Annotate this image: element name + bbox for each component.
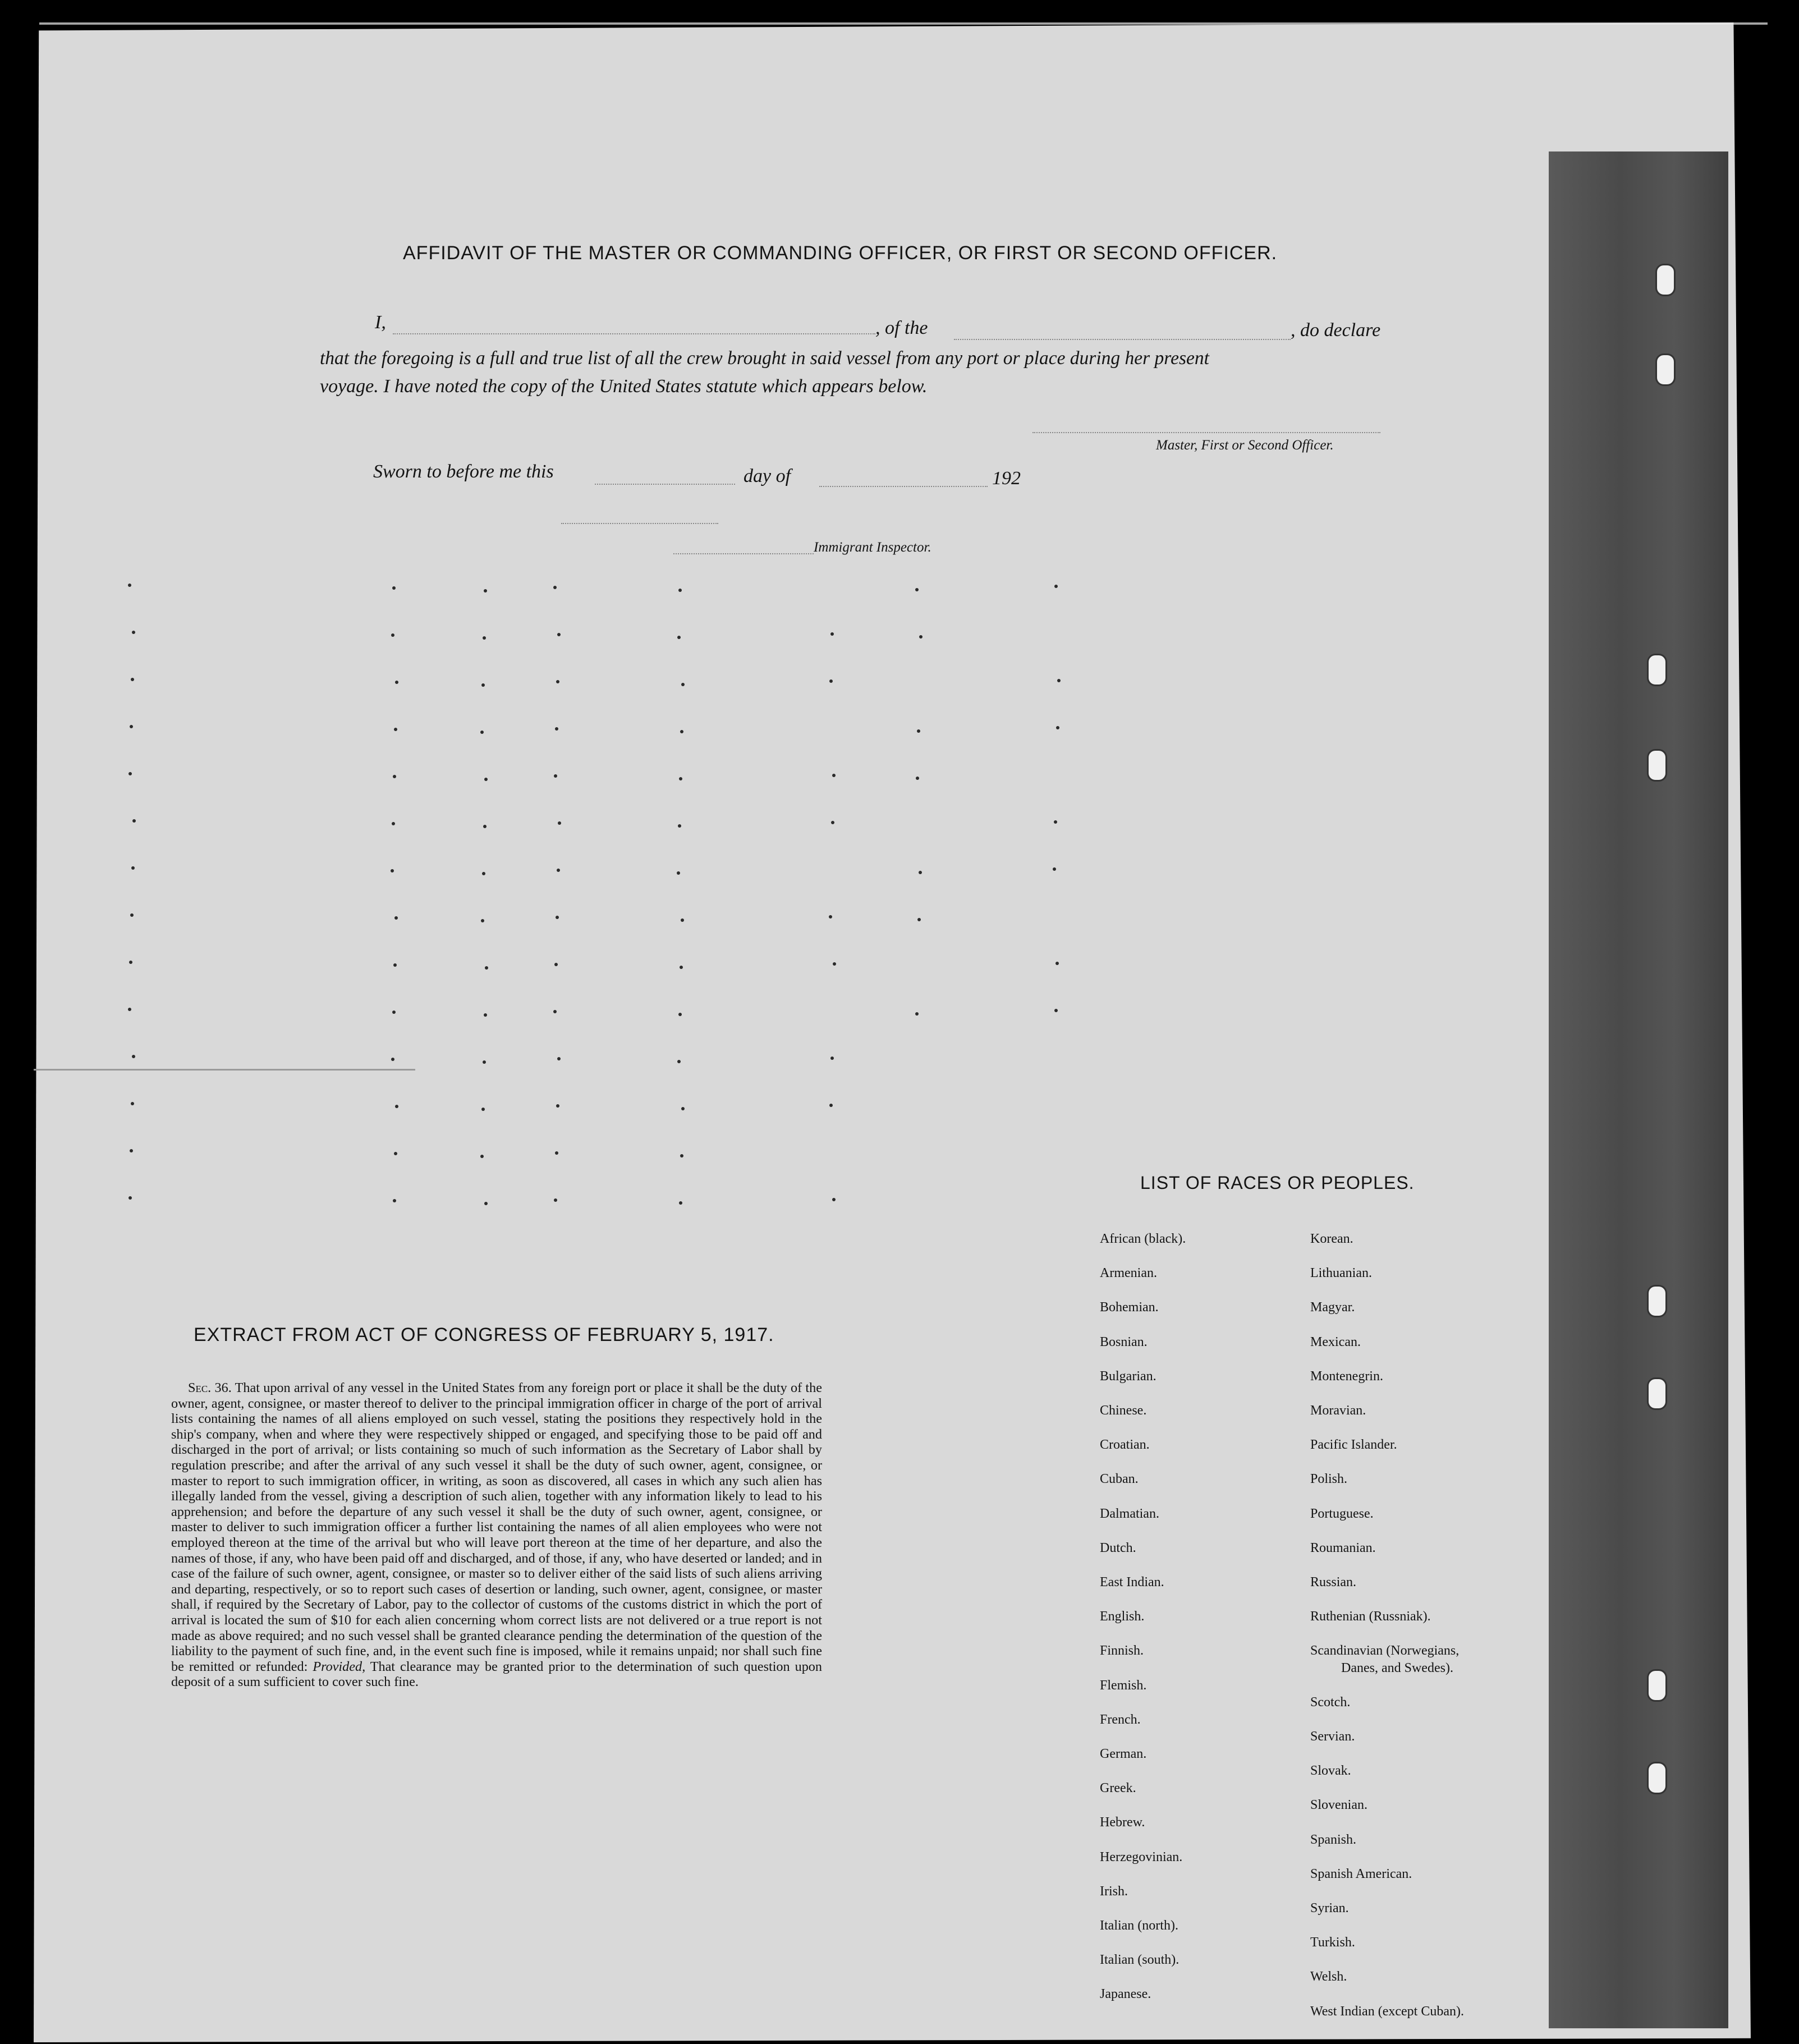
dot-mark [481,1108,485,1111]
dot-mark [556,916,559,919]
of-the-label: , of the [875,318,928,338]
race-item: Russian. [1310,1575,1357,1590]
race-item: Hebrew. [1100,1815,1145,1830]
year-label: 192 [992,468,1021,489]
dot-mark [558,821,561,825]
race-item: West Indian (except Cuban). [1310,2004,1464,2019]
dot-mark [556,1104,559,1108]
dot-mark [555,727,558,731]
dot-mark [128,584,131,587]
signature-label: Master, First or Second Officer. [1156,438,1334,453]
dot-mark [481,919,484,922]
punch-hole [1655,264,1676,296]
dot-mark [1054,1009,1058,1012]
dot-mark [394,1152,397,1155]
dot-mark [1057,679,1061,682]
affidavit-heading: AFFIDAVIT OF THE MASTER OR COMMANDING OFFICER, OR FIRST OR SECOND OFFICER. [403,242,1278,264]
dot-mark [830,632,834,636]
punch-hole [1655,353,1676,386]
race-item: Syrian. [1310,1901,1349,1916]
dot-mark [394,916,398,920]
dot-mark [557,869,560,872]
dot-mark [391,1058,394,1061]
race-item: Flemish. [1100,1678,1147,1693]
do-declare-label: , do declare [1291,320,1381,341]
race-item: English. [1100,1609,1145,1624]
race-item: Welsh. [1310,1969,1347,1985]
dot-mark [132,631,135,634]
race-item: Cuban. [1100,1472,1139,1487]
dot-mark [391,633,394,637]
proviso-label: Provided, [313,1659,366,1674]
dot-mark [553,586,557,589]
dot-mark [919,871,922,874]
dot-mark [681,683,685,686]
race-item: Magyar. [1310,1300,1355,1315]
dot-mark [680,1154,683,1157]
dot-mark [483,636,486,640]
dot-mark [555,1151,558,1155]
dot-mark [482,872,485,875]
dot-mark [680,966,683,969]
race-item: Italian (south). [1100,1953,1180,1968]
dot-mark [392,1010,396,1014]
statute-text-block [171,1380,822,1690]
dot-mark [831,821,834,824]
dot-mark [130,913,134,917]
race-item: Dalmatian. [1100,1506,1159,1521]
dot-mark [484,778,488,781]
dot-mark [1054,820,1057,824]
dot-mark [392,586,396,590]
section-label: Sec. 36. [188,1380,232,1395]
dot-mark [832,774,836,777]
race-item: Slovenian. [1310,1798,1367,1813]
inspector-label: Immigrant Inspector. [814,540,931,555]
race-item: Pacific Islander. [1310,1437,1397,1453]
dot-mark [1056,726,1059,729]
dot-mark [678,589,682,592]
dot-mark [678,824,681,828]
dot-mark [681,918,684,922]
dot-mark [553,1010,557,1013]
race-item: Scotch. [1310,1694,1351,1710]
punch-hole [1647,1285,1667,1317]
race-item: Greek. [1100,1781,1136,1796]
race-item: French. [1100,1712,1141,1727]
race-item: Mexican. [1310,1334,1361,1349]
dot-mark [128,1008,131,1011]
sworn-label: Sworn to before me this [373,461,554,482]
vessel-blank-line [954,339,1291,340]
dot-mark [129,961,132,964]
dot-mark [679,777,682,780]
dot-mark [1053,867,1056,871]
statement-line-2: voyage. I have noted the copy of the United States statute which appears below. [320,376,928,397]
dot-mark [556,680,559,683]
dot-mark [483,825,487,828]
race-item: Danes, and Swedes). [1341,1660,1453,1675]
dot-mark [392,822,395,825]
statement-line-1: that the foregoing is a full and true list of all the crew brought in said vessel from any port or place during her present [320,348,1209,369]
dot-mark [130,1149,133,1152]
race-item: African (black). [1100,1232,1186,1246]
punch-hole [1647,1669,1667,1702]
dot-mark [917,729,920,733]
dot-mark [128,772,132,775]
race-item: Croatian. [1100,1437,1150,1453]
dot-mark [680,730,683,733]
dot-mark [833,962,836,966]
dot-mark [915,588,919,591]
dot-mark [554,963,558,966]
dot-mark [483,1060,486,1064]
dot-mark [829,1104,833,1107]
race-item: Armenian. [1100,1266,1157,1281]
dot-mark [917,918,921,921]
race-item: Scandinavian (Norwegians, [1310,1643,1460,1659]
race-item: Spanish. [1310,1832,1357,1847]
race-item: Spanish American. [1310,1866,1412,1881]
races-heading: LIST OF RACES OR PEOPLES. [1140,1173,1415,1193]
dot-mark [915,1012,919,1016]
dot-mark [132,819,136,823]
dot-mark [916,777,919,780]
dot-mark [395,681,398,684]
dot-mark [131,678,134,681]
dot-mark [829,679,833,683]
race-item: Italian (north). [1100,1918,1178,1933]
race-item: Roumanian. [1310,1540,1376,1555]
race-item: Montenegrin. [1310,1368,1383,1384]
dot-mark [677,636,681,639]
dot-mark [554,1198,557,1202]
affidavit-i-label: I, [375,312,386,333]
race-item: Bulgarian. [1100,1368,1156,1384]
dot-mark [830,1057,834,1060]
day-blank-line [595,484,735,485]
day-of-label: day of [744,466,791,486]
dot-mark [484,589,487,592]
binding-tape [1549,151,1728,2028]
race-item: Korean. [1310,1232,1353,1246]
inspector-line-upper [561,523,718,524]
dot-mark [554,774,557,778]
inspector-line [673,553,814,554]
dot-mark [391,869,394,872]
proviso-text: That clearance may be granted prior to the determination of such question upon deposit of a sum sufficient to cover such fine. [171,1659,822,1690]
race-item: Slovak. [1310,1763,1351,1779]
race-item: Chinese. [1100,1403,1147,1418]
dot-mark [131,866,135,870]
sheet-edge [39,22,1768,42]
race-item: Moravian. [1310,1403,1366,1418]
month-blank-line [819,486,988,487]
dot-mark [485,966,488,970]
dot-mark [677,1060,681,1063]
statute-body: That upon arrival of any vessel in the United States from any foreign port or place it shall be the duty of the owner, agent, consignee, or master thereof to deliver to the principal immigration officer in charge of the port of arrival lists containing the names of all aliens employed on such vessel, stating the positions they respectively hold in the ship's company, when and where they were respectively shipped or engaged, and specifying those to be paid off and discharged in the port of arrival; or lists containing so much of such information as the Secretary of Labor shall by regulation prescribe; and after the arrival of any such vessel it shall be the duty of such owner, agent, consignee, or master to report to such immigration officer, in writing, as soon as discovered, all cases in which any such alien has illegally landed from the vessel, giving a description of such alien, together with any information likely to lead to his apprehension; and before the departure of any such vessel it shall be the duty of such owner, agent, consignee, or master to deliver to such immigration officer a further list containing the names of all alien employees who were not employed thereon at the time of the arrival but who will leave port thereon at the time of her departure, and also the names of those, if any, who have been paid off and discharged, and of those, if any, who have deserted or landed; and in case of the failure of such owner, agent, consignee, or master so to deliver either of the said lists of such aliens arriving and departing, respectively, or so to report such cases of desertion or landing, such owner, agent, consignee, or master shall, if required by the Secretary of Labor, pay to the collector of customs of the customs district in which the port of arrival is located the sum of $10 for each alien concerning whom correct lists are not delivered or a true report is not made as above required; and no such vessel shall be granted clearance pending the determination of the question of the liability to the payment of such fine, and, in the event such fine is imposed, while it remains unpaid; nor shall such fine be remitted or refunded: [171,1380,822,1674]
race-item: Turkish. [1310,1935,1355,1950]
dot-mark [677,871,680,875]
dot-mark [132,1055,135,1058]
punch-hole [1647,749,1667,782]
race-item: Polish. [1310,1472,1348,1487]
dot-mark [1054,585,1058,588]
dot-mark [919,635,923,639]
race-item: Irish. [1100,1884,1128,1899]
race-item: Lithuanian. [1310,1266,1372,1281]
punch-hole [1647,1762,1667,1794]
signature-line [1032,432,1380,433]
race-item: Portuguese. [1310,1506,1374,1521]
punch-hole [1647,654,1667,686]
dot-mark [484,1202,488,1205]
race-item: Bohemian. [1100,1300,1159,1315]
dot-mark [393,1199,396,1202]
race-item: Servian. [1310,1729,1355,1744]
dot-mark [480,731,484,734]
race-item: Dutch. [1100,1540,1136,1555]
dot-mark [484,1013,487,1017]
dot-mark [681,1107,685,1110]
name-blank-line [393,333,875,334]
race-item: Japanese. [1100,1987,1151,2002]
race-item: Herzegovinian. [1100,1849,1183,1864]
race-item: Bosnian. [1100,1334,1148,1349]
dot-mark [832,1198,836,1201]
dot-mark [393,775,396,778]
dot-mark [131,1102,134,1105]
dot-mark [678,1013,682,1016]
dot-mark [394,728,397,731]
race-item: Ruthenian (Russniak). [1310,1609,1431,1624]
dot-mark [557,633,561,636]
dot-mark [393,963,397,967]
extract-heading: EXTRACT FROM ACT OF CONGRESS OF FEBRUARY 5, 1917. [194,1324,774,1345]
punch-hole [1647,1377,1667,1410]
race-item: East Indian. [1100,1575,1164,1590]
dot-mark [128,1196,132,1200]
race-item: German. [1100,1747,1147,1761]
dot-mark [679,1201,682,1205]
dot-mark [130,725,133,728]
dot-mark [480,1155,484,1158]
fold-line [34,1069,415,1071]
dot-mark [557,1057,561,1060]
dot-mark [395,1105,398,1108]
dot-mark [481,683,485,687]
race-item: Finnish. [1100,1643,1144,1659]
dot-mark [829,915,832,918]
dot-mark [1055,962,1059,965]
